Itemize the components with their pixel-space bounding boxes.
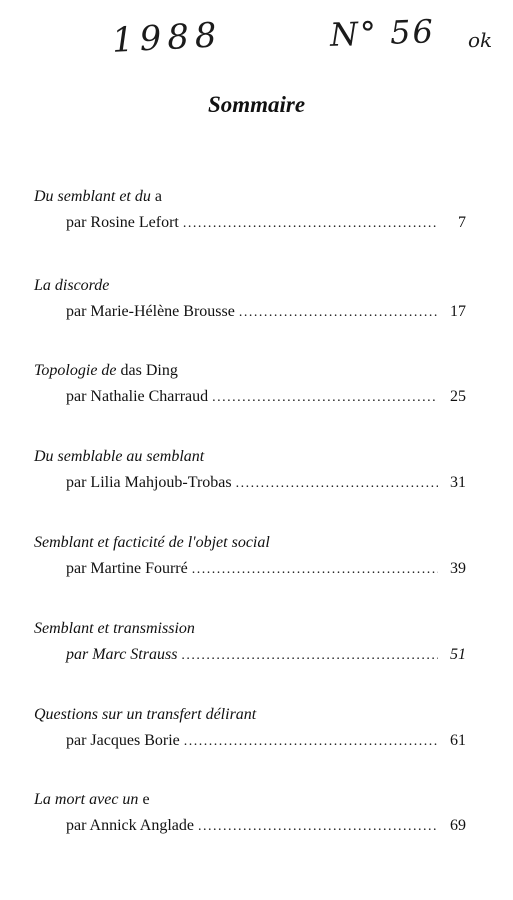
- entry-title: Questions sur un transfert délirant: [34, 706, 257, 723]
- entry-author-line: [66, 732, 466, 750]
- entry-page-number: 39: [450, 560, 466, 577]
- entry-title: Du semblable au semblant: [34, 448, 205, 465]
- handwritten-ok-mark: ok: [468, 28, 493, 52]
- entry-author: par Nathalie Charraud: [66, 388, 209, 405]
- entry-title: Semblant et transmission: [34, 620, 195, 637]
- entry-author: par Jacques Borie: [66, 732, 180, 749]
- leader-dots: [184, 734, 438, 750]
- handwritten-year: 1988: [111, 15, 224, 61]
- entry-author: par Marie-Hélène Brousse: [66, 303, 235, 320]
- entry-author: par Rosine Lefort: [66, 214, 179, 231]
- entry-author: par Annick Anglade: [66, 817, 194, 834]
- entry-title: Semblant et facticité de l'objet social: [34, 534, 270, 551]
- entry-page-number: 51: [450, 646, 466, 663]
- entry-author-line: [66, 303, 466, 321]
- leader-dots: [181, 648, 438, 664]
- entry-page-number: 7: [458, 214, 466, 231]
- entry-title: La discorde: [34, 277, 110, 294]
- entry-page-number: 17: [450, 303, 466, 320]
- entry-author-line: [66, 646, 466, 664]
- entry-page-number: 25: [450, 388, 466, 405]
- leader-dots: [236, 476, 438, 492]
- entry-author-line: [66, 214, 466, 232]
- entry-page-number: 31: [450, 474, 466, 491]
- entry-author-line: [66, 560, 466, 578]
- leader-dots: [183, 216, 438, 232]
- leader-dots: [192, 562, 438, 578]
- entry-author: par Lilia Mahjoub-Trobas: [66, 474, 232, 491]
- leader-dots: [239, 305, 438, 321]
- page-title: Sommaire: [207, 92, 306, 117]
- entry-author-line: [66, 388, 466, 406]
- handwritten-issue-number: N° 56: [329, 12, 436, 54]
- leader-dots: [198, 819, 438, 835]
- entry-title: Topologie de das Ding: [34, 362, 178, 379]
- entry-author: par Marc Strauss: [66, 646, 178, 663]
- entry-author-line: [66, 474, 466, 492]
- entry-page-number: 69: [450, 817, 466, 834]
- entry-author: par Martine Fourré: [66, 560, 188, 577]
- entry-page-number: 61: [450, 732, 466, 749]
- entry-title: Du semblant et du a: [34, 188, 162, 205]
- entry-title: La mort avec un e: [34, 791, 150, 808]
- entry-author-line: [66, 817, 466, 835]
- leader-dots: [212, 390, 438, 406]
